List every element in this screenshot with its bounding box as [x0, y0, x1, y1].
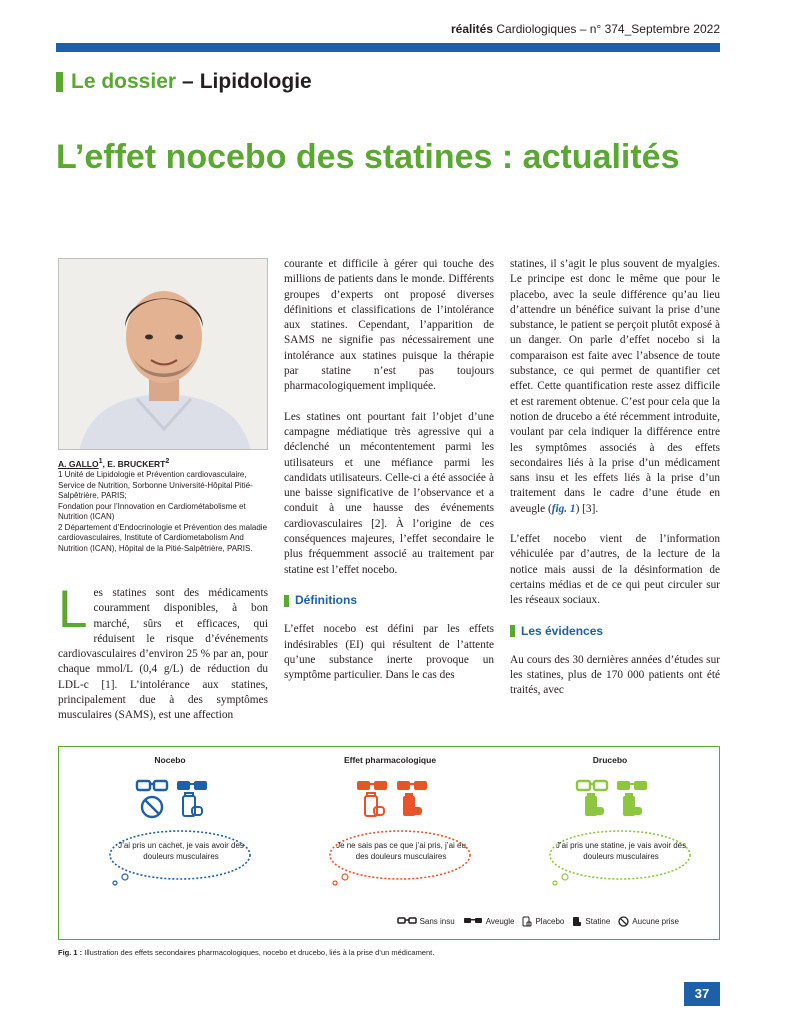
- placebo-icon: [183, 793, 202, 816]
- heading-definitions-text: Définitions: [295, 592, 357, 607]
- paragraph-5-text: statines, il s’agit le plus souvent de myalgies. Le principe est donc le même que pour le placebo, avec la seule différence qu’au lieu d’attendre un bénéfice suivant la prise d’une substance, le patient se perçoit plutôt exposé à un danger. On parle d’effet nocebo si la comparaison est faite avec l’absence de toute substance, ce qui permet de quantifier cet effet. Cette quantification reste assez difficile et est rarement obtenue. C’est pour cela que la notion de drucebo a été récemment introduite, voulant par cela indiquer la différence entre les symptômes associés à des effets secondaires liés à la prise d’un médicament sans insu et les effets liés à la prise d’un traitement dans le cadre d’une étude en aveugle (: [510, 258, 720, 515]
- column-2: [284, 257, 494, 698]
- legend-label: Aucune prise: [632, 916, 679, 926]
- rubric-section: Le dossier: [71, 70, 177, 93]
- figure-reference-link[interactable]: fig. 1: [551, 502, 576, 515]
- placebo-icon: [365, 793, 384, 816]
- dark-glasses-icon: [463, 917, 483, 925]
- legend-label: Placebo: [535, 916, 565, 926]
- author-1: A. GALLO: [58, 458, 99, 469]
- clear-glasses-icon: [397, 917, 417, 925]
- column-1: [58, 580, 268, 739]
- author-2-sup: 2: [165, 457, 170, 465]
- dark-glasses-icon: [177, 781, 207, 790]
- rubric-topic: Lipidologie: [199, 70, 312, 93]
- clear-glasses-icon: [577, 781, 607, 790]
- rubric-separator: –: [182, 70, 194, 93]
- legend-aucune-prise: [618, 916, 679, 927]
- paragraph-4: L’effet nocebo est défini par les effets indésirables (EI) qui résultent de l’attente qu’une substance inerte provoque un symptôme particulier. Dans le cas des: [284, 623, 494, 682]
- dark-glasses-icon: [357, 781, 427, 790]
- figure-col-title: Nocebo: [154, 755, 186, 765]
- author-photo: [58, 258, 268, 450]
- paragraph-6: L’effet nocebo vient de l’information véhiculée par d’autres, de la lecture de la notice mais aussi de la désinformation de certains médias et de ce qui peut circuler sur les réseaux sociaux.: [510, 533, 720, 607]
- paragraph-5-end: ) [3].: [575, 502, 599, 515]
- no-intake-icon: [142, 797, 162, 817]
- author-portrait-image: [59, 259, 268, 450]
- figure-col-nocebo: [65, 755, 275, 861]
- author-1-sup: 1: [98, 457, 103, 465]
- paragraph-intro: [58, 580, 268, 724]
- author-names: [58, 456, 273, 469]
- legend-label: Sans insu: [419, 916, 455, 926]
- figure-col-drucebo: [505, 755, 715, 861]
- affiliation-2: 2 Département d’Endocrinologie et Prévention des maladie cardiovasculaires, Institute of Cardiometabolism And Nutrition (ICAN), Hôpital de la Pitié-Salpêtrière, PARIS.: [58, 522, 268, 553]
- section-heading-evidences: [510, 624, 720, 639]
- statin-icon: [403, 793, 422, 816]
- no-intake-icon: [618, 916, 629, 927]
- article-title: L’effet nocebo des statines : actualités: [56, 138, 680, 176]
- legend-label: Aveugle: [485, 916, 515, 926]
- figure-caption: [58, 948, 720, 957]
- heading-evidences-text: Les évidences: [521, 623, 604, 638]
- journal-name: réalités: [451, 22, 494, 36]
- author-2: , E. BRUCKERT: [102, 458, 166, 469]
- nocebo-icons: [65, 777, 275, 823]
- statin-icon: [572, 915, 582, 927]
- rubric: [56, 70, 312, 94]
- figure-col-title: Drucebo: [592, 755, 628, 765]
- statin-icon: [585, 793, 642, 816]
- section-heading-definitions: [284, 593, 494, 608]
- paragraph-2: courante et difficile à gérer qui touche des millions de patients dans le monde. Différents groupes d’experts ont proposé diverses définitions et classifications de l’intolérance aux statines. Cependant, l’apparition de SAMS ne signifie pas nécessairement une intolérance aux statines puisque la thérapie par statine n’est pas toujours pharmacologiquement impliquée.: [284, 258, 494, 393]
- affiliation-1: 1 Unité de Lipidologie et Prévention cardiovasculaire, Service de Nutrition, Sorbonne Université-Hôpital Pitié-Salpêtrière, PARIS;: [58, 470, 253, 501]
- drop-cap: L: [58, 580, 88, 639]
- running-head: [451, 22, 720, 36]
- paragraph-1-text: es statines sont des médicaments couramment disponibles, à bon marché, sûrs et efficaces, qui réduisent le risque d’événements cardiovasculaires d’environ 25 % par an, pour chaque mmol/L (0,4 g/L) de réduction du LDL-c [1]. L’intolérance aux statines, principalement due à des symptômes musculaires (SAMS), est une affection: [58, 587, 268, 722]
- figure-col-pharmacological: [285, 755, 495, 861]
- caption-label: Fig. 1 :: [58, 948, 83, 957]
- placebo-icon: [522, 915, 532, 927]
- issue-info: Cardiologiques – n° 374_Septembre 2022: [493, 22, 720, 36]
- heading-square: [284, 595, 289, 607]
- pharma-icons: [285, 777, 495, 823]
- figure-col-title: Effet pharmacologique: [343, 755, 437, 765]
- figure-legend: [397, 915, 679, 927]
- legend-label: Statine: [585, 916, 611, 926]
- column-3: [510, 257, 720, 714]
- caption-text: Illustration des effets secondaires pharmacologiques, nocebo et drucebo, liés à la prise d’un médicament.: [82, 948, 435, 957]
- clear-glasses-icon: [137, 781, 167, 790]
- page-number: 37: [684, 982, 720, 1006]
- nocebo-quote: J’ai pris un cachet, je vais avoir des douleurs musculaires: [118, 841, 244, 861]
- rubric-square: [56, 72, 63, 92]
- legend-aveugle: [463, 917, 515, 926]
- legend-placebo: [522, 915, 564, 927]
- drucebo-quote: J’ai pris une statine, je vais avoir des douleurs musculaires: [555, 841, 687, 861]
- paragraph-7: Au cours des 30 dernières années d’études sur les statines, plus de 170 000 patients ont été traités, avec: [510, 653, 720, 697]
- pharma-quote: Je ne sais pas ce que j’ai pris, j’ai eu des douleurs musculaires: [336, 841, 466, 861]
- affiliation-1b: Fondation pour l’Innovation en Cardiométabolisme et Nutrition (ICAN): [58, 501, 246, 522]
- top-rule: [56, 43, 720, 52]
- paragraph-5: [510, 257, 720, 517]
- author-block: [58, 456, 273, 554]
- drucebo-icons: [505, 777, 715, 823]
- figure-1: [58, 746, 720, 940]
- dark-glasses-icon: [617, 781, 647, 790]
- paragraph-3: Les statines ont pourtant fait l’objet d’une campagne médiatique très agressive qui a déclenché un mécontentement parmi les utilisateurs et une méfiance parmi les candidats utilisateurs. Celle-ci a été associée à une baisse significative de l’observance et a conduit à une hausse des événements cardiovasculaires [2]. À l’origine de ces conséquences majeures, l’effet secondaire le plus fréquemment associé au traitement par statine est l’effet nocebo.: [284, 410, 494, 576]
- heading-square: [510, 625, 515, 637]
- legend-sans-insu: [397, 917, 455, 926]
- legend-statine: [572, 915, 610, 927]
